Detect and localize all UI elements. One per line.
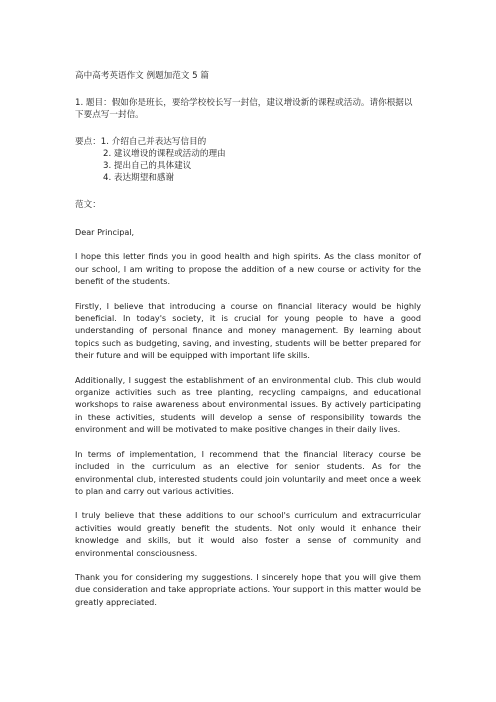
- essay-paragraph-6: Thank you for considering my suggestions. I sincerely hope that you will give them due consideration and take appropriate actions. Your support in this matter would be greatly appreciated.: [75, 571, 421, 607]
- document-content: [75, 70, 421, 620]
- point-item-2: 2. 建议增设的课程或活动的理由: [103, 149, 226, 159]
- points-label: 要点：: [75, 137, 101, 147]
- essay-paragraph-2: Firstly, I believe that introducing a course on financial literacy would be highly beneficial. In today's society, it is crucial for young people to have a good understanding of personal finance and money management. By learning about topics such as budgeting, saving, and investing, students will be better prepared for their future and will be equipped with important life skills.: [75, 300, 421, 361]
- points-label-row: [75, 136, 421, 148]
- document-title: 高中高考英语作文 例题加范文 5 篇: [75, 71, 209, 81]
- point-item-3: 3. 提出自己的具体建议: [103, 161, 192, 171]
- essay-paragraph-3: Additionally, I suggest the establishment of an environmental club. This club would organize activities such as tree planting, recycling campaigns, and educational workshops to raise awareness about environmental issues. By actively participating in these activities, students will develop a sense of responsibility towards the environment and will be motivated to make positive changes in their daily lives.: [75, 374, 421, 435]
- essay-paragraph-1: I hope this letter finds you in good health and high spirits. As the class monitor of our school, I am writing to propose the addition of a new course or activity for the benefit of the students.: [75, 251, 421, 287]
- question-prompt: 1. 题目：假如你是班长，要给学校校长写一封信，建议增设新的课程或活动。请你根据以下要点写一封信。: [75, 98, 413, 120]
- essay-paragraph-5: I truly believe that these additions to our school's curriculum and extracurricular activities would greatly benefit the students. Not only would it enhance their knowledge and skills, but it would also foster a sense of community and environmental consciousness.: [75, 510, 421, 558]
- point-item-4: 4. 表达期望和感谢: [103, 173, 175, 183]
- essay-greeting: Dear Principal,: [75, 227, 135, 237]
- points-list: [75, 148, 421, 184]
- essay-paragraph-4: In terms of implementation, I recommend that the financial literacy course be included in the curriculum as an elective for senior students. As for the environmental club, interested students could join voluntarily and meet once a week to plan and carry out various activities.: [75, 448, 421, 496]
- sample-essay-label: 范文：: [75, 200, 101, 210]
- sample-essay: [75, 226, 421, 608]
- point-item-1: 1. 介绍自己并表达写信目的: [100, 137, 207, 147]
